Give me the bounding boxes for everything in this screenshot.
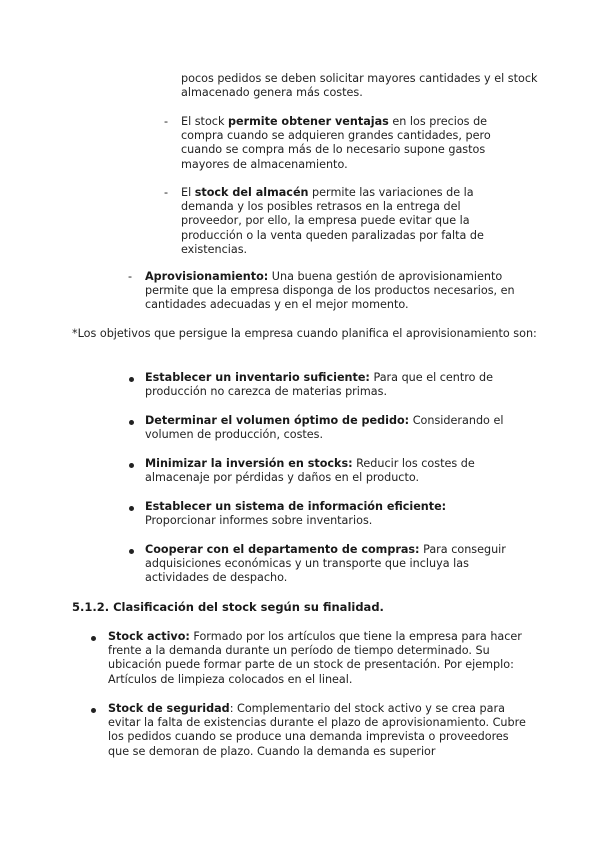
objective-item bbox=[145, 543, 515, 586]
bold-term: Determinar el volumen óptimo de pedido: bbox=[145, 414, 410, 427]
bullet-dot bbox=[129, 377, 134, 382]
bullet-dot bbox=[91, 636, 96, 641]
sub-item-ventajas bbox=[181, 115, 526, 172]
bullet-dot bbox=[129, 549, 134, 554]
bullet-dot bbox=[91, 708, 96, 713]
continuation-paragraph bbox=[181, 72, 541, 100]
bullet-dot bbox=[129, 506, 134, 511]
text-run: Proporcionar informes sobre inventarios. bbox=[145, 514, 373, 528]
text-run: permite las variaciones de la demanda y los posibles retrasos en la entrega del proveedor, por ello, la empresa puede evitar que la producción o la venta queden paralizadas por falta de existencias. bbox=[181, 186, 484, 256]
bullet-dot bbox=[129, 420, 134, 425]
bold-term: permite obtener ventajas bbox=[227, 115, 389, 128]
bold-term: Stock de seguridad bbox=[108, 702, 230, 715]
objectives-intro: *Los objetivos que persigue la empresa cuando planifica el aprovisionamiento son: bbox=[72, 327, 537, 340]
bold-term: Cooperar con el departamento de compras: bbox=[145, 543, 420, 556]
objective-item bbox=[145, 371, 515, 399]
bold-term: Stock activo: bbox=[108, 630, 190, 643]
dash-marker: - bbox=[164, 115, 169, 128]
text-run: Reducir los costes de almacenaje por pérdidas y daños en el producto. bbox=[145, 457, 475, 485]
objective-item bbox=[145, 457, 535, 485]
bold-term: stock del almacén bbox=[194, 186, 309, 199]
bold-term: Aprovisionamiento: bbox=[145, 270, 269, 283]
dash-marker: - bbox=[128, 270, 133, 283]
text-run: El bbox=[181, 186, 195, 199]
classification-item bbox=[108, 630, 536, 687]
section-heading: 5.1.2. Clasificación del stock según su finalidad. bbox=[72, 600, 384, 614]
bold-term: Establecer un sistema de información eficiente: bbox=[145, 500, 447, 513]
text-run: : Complementario del stock activo y se crea para evitar la falta de existencias durante el plazo de aprovisionamiento. Cubre los pedidos cuando se produce una demanda imprevista o proveedores que se demoran de plazo. Cuando la demanda es superior bbox=[108, 702, 526, 758]
continuation-text: pocos pedidos se deben solicitar mayores cantidades y el stock almacenado genera más costes. bbox=[181, 72, 538, 100]
text-run: Para conseguir adquisiciones económicas y un transporte que incluya las actividades de despacho. bbox=[145, 543, 506, 585]
bold-term: Establecer un inventario suficiente: bbox=[145, 371, 370, 384]
text-run: Considerando el volumen de producción, costes. bbox=[145, 414, 504, 442]
aprovisionamiento-item bbox=[145, 270, 535, 313]
bullet-dot bbox=[129, 463, 134, 468]
text-run: Para que el centro de producción no carezca de materias primas. bbox=[145, 371, 494, 399]
text-run: El stock bbox=[181, 115, 228, 128]
dash-marker: - bbox=[164, 186, 169, 199]
classification-item bbox=[108, 702, 533, 759]
text-run: Una buena gestión de aprovisionamiento permite que la empresa disponga de los productos necesarios, en cantidades adecuadas y en el mejor momento. bbox=[145, 270, 515, 312]
text-run: en los precios de compra cuando se adquieren grandes cantidades, pero cuando se compra más de lo necesario supone gastos mayores de almacenamiento. bbox=[181, 115, 491, 171]
text-run: Formado por los artículos que tiene la empresa para hacer frente a la demanda durante un período de tiempo determinado. Su ubicación puede formar parte de un stock de presentación. Por ejemplo: Artículos de limpieza colocados en el lineal. bbox=[108, 630, 522, 686]
bold-term: Minimizar la inversión en stocks: bbox=[145, 457, 353, 470]
sub-item-almacen bbox=[181, 186, 521, 257]
objective-item bbox=[145, 500, 510, 528]
objective-item bbox=[145, 414, 530, 442]
